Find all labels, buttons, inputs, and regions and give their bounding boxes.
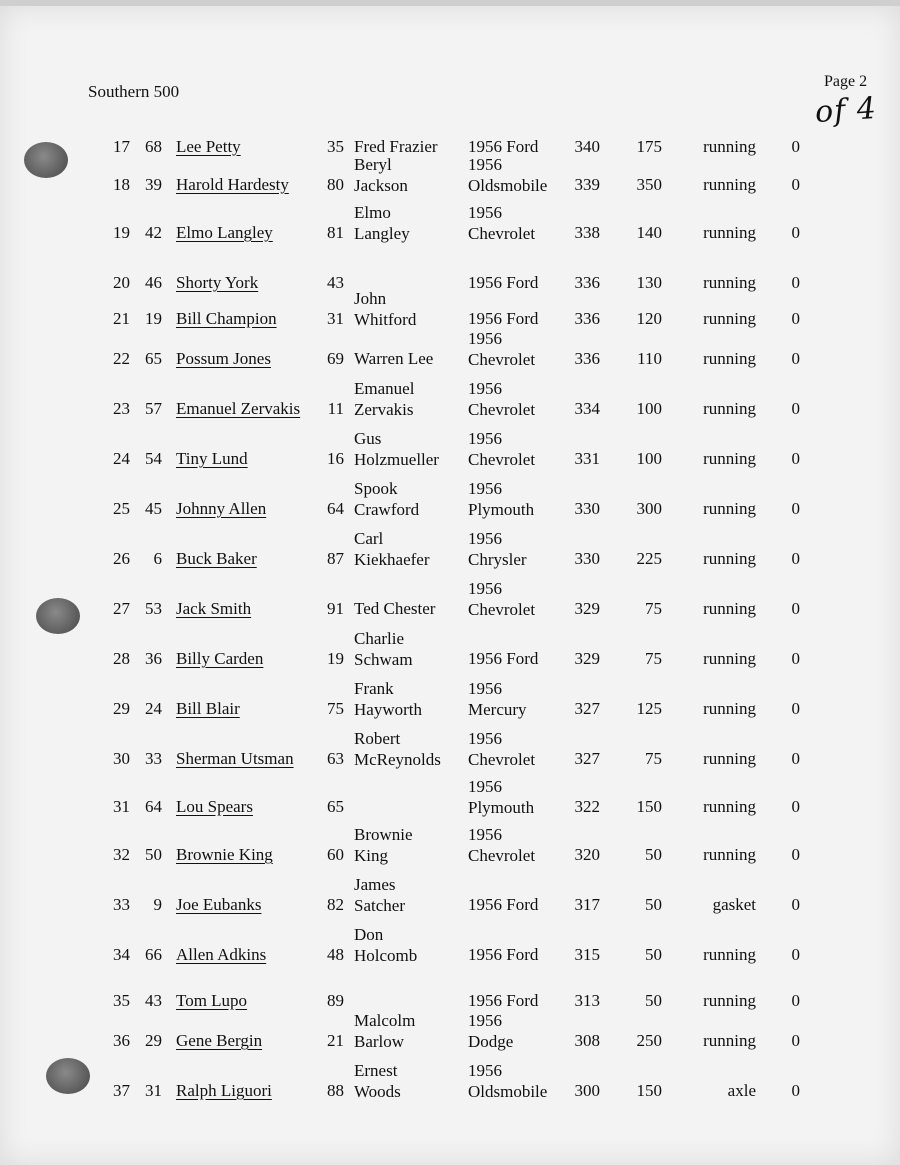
car-make-cell: 1956 Chevrolet bbox=[468, 579, 536, 619]
winnings-cell: 50 bbox=[645, 895, 662, 914]
driver-link[interactable]: Ralph Liguori bbox=[176, 1081, 272, 1100]
driver-link[interactable]: Lee Petty bbox=[176, 137, 241, 156]
winnings-cell: 150 bbox=[636, 797, 662, 816]
status-cell: running bbox=[703, 991, 756, 1010]
position-cell: 19 bbox=[113, 223, 130, 242]
status-cell: running bbox=[703, 599, 756, 618]
owner-number-cell: 31 bbox=[327, 309, 344, 328]
points-cell: 0 bbox=[791, 349, 800, 368]
driver-link[interactable]: Billy Carden bbox=[176, 649, 264, 668]
points-cell: 0 bbox=[791, 175, 800, 194]
driver-link[interactable]: Joe Eubanks bbox=[176, 895, 262, 914]
car-make-cell: 1956 Chevrolet bbox=[468, 825, 536, 865]
status-cell: running bbox=[703, 945, 756, 964]
owner-cell: Fred Frazier bbox=[354, 137, 438, 156]
car-make-cell: 1956 Mercury bbox=[468, 679, 527, 719]
position-cell: 37 bbox=[113, 1081, 130, 1100]
points-cell: 0 bbox=[791, 845, 800, 864]
position-cell: 24 bbox=[113, 449, 130, 468]
points-cell: 0 bbox=[791, 309, 800, 328]
laps-cell: 329 bbox=[574, 599, 600, 618]
handwritten-page-note: of 4 bbox=[813, 90, 878, 131]
driver-link[interactable]: Bill Blair bbox=[176, 699, 240, 718]
status-cell: running bbox=[703, 137, 756, 156]
car-number-cell: 9 bbox=[153, 895, 162, 914]
car-make-cell: 1956 Plymouth bbox=[468, 777, 535, 817]
winnings-cell: 350 bbox=[636, 175, 662, 194]
owner-number-cell: 16 bbox=[327, 449, 344, 468]
car-make-cell: 1956 Chevrolet bbox=[468, 203, 536, 243]
owner-cell: Robert McReynolds bbox=[354, 729, 441, 769]
owner-cell: Malcolm Barlow bbox=[354, 1011, 416, 1051]
points-cell: 0 bbox=[791, 649, 800, 668]
car-number-cell: 24 bbox=[145, 699, 162, 718]
car-make-cell: 1956 Ford bbox=[468, 649, 539, 668]
position-cell: 18 bbox=[113, 175, 130, 194]
laps-cell: 327 bbox=[574, 749, 600, 768]
car-number-cell: 33 bbox=[145, 749, 162, 768]
car-make-cell: 1956 Plymouth bbox=[468, 479, 535, 519]
position-cell: 27 bbox=[113, 599, 130, 618]
status-cell: running bbox=[703, 845, 756, 864]
owner-cell: Gus Holzmueller bbox=[354, 429, 439, 469]
points-cell: 0 bbox=[791, 137, 800, 156]
car-number-cell: 65 bbox=[145, 349, 162, 368]
owner-cell: Ted Chester bbox=[354, 599, 436, 618]
position-cell: 29 bbox=[113, 699, 130, 718]
owner-number-cell: 43 bbox=[327, 273, 344, 292]
owner-number-cell: 89 bbox=[327, 991, 344, 1010]
position-cell: 22 bbox=[113, 349, 130, 368]
laps-cell: 327 bbox=[574, 699, 600, 718]
owner-number-cell: 63 bbox=[327, 749, 344, 768]
owner-number-cell: 65 bbox=[327, 797, 344, 816]
car-make-cell: 1956 Chrysler bbox=[468, 529, 527, 569]
driver-link[interactable]: Bill Champion bbox=[176, 309, 277, 328]
car-make-cell: 1956 Dodge bbox=[468, 1011, 514, 1051]
laps-cell: 308 bbox=[574, 1031, 600, 1050]
owner-cell: Emanuel Zervakis bbox=[354, 379, 415, 419]
car-number-cell: 42 bbox=[145, 223, 162, 242]
status-cell: running bbox=[703, 797, 756, 816]
winnings-cell: 225 bbox=[636, 549, 662, 568]
laps-cell: 336 bbox=[574, 309, 600, 328]
winnings-cell: 125 bbox=[636, 699, 662, 718]
car-number-cell: 46 bbox=[145, 273, 162, 292]
owner-cell: John Whitford bbox=[354, 289, 417, 329]
owner-cell: James Satcher bbox=[354, 875, 405, 915]
position-cell: 25 bbox=[113, 499, 130, 518]
laps-cell: 336 bbox=[574, 349, 600, 368]
laps-cell: 313 bbox=[574, 991, 600, 1010]
laps-cell: 331 bbox=[574, 449, 600, 468]
car-make-cell: 1956 Chevrolet bbox=[468, 729, 536, 769]
position-cell: 31 bbox=[113, 797, 130, 816]
owner-cell: Beryl Jackson bbox=[354, 155, 408, 195]
winnings-cell: 150 bbox=[636, 1081, 662, 1100]
car-number-cell: 66 bbox=[145, 945, 162, 964]
car-number-cell: 54 bbox=[145, 449, 162, 468]
car-number-cell: 57 bbox=[145, 399, 162, 418]
position-cell: 34 bbox=[113, 945, 130, 964]
owner-number-cell: 35 bbox=[327, 137, 344, 156]
owner-number-cell: 75 bbox=[327, 699, 344, 718]
car-number-cell: 29 bbox=[145, 1031, 162, 1050]
car-number-cell: 6 bbox=[153, 549, 162, 568]
winnings-cell: 120 bbox=[636, 309, 662, 328]
laps-cell: 317 bbox=[574, 895, 600, 914]
laps-cell: 336 bbox=[574, 273, 600, 292]
car-number-cell: 19 bbox=[145, 309, 162, 328]
car-make-cell: 1956 Oldsmobile bbox=[468, 1061, 548, 1101]
winnings-cell: 110 bbox=[637, 349, 662, 368]
winnings-cell: 75 bbox=[645, 749, 662, 768]
owner-cell: Frank Hayworth bbox=[354, 679, 422, 719]
points-cell: 0 bbox=[791, 991, 800, 1010]
status-cell: gasket bbox=[712, 895, 756, 914]
winnings-cell: 75 bbox=[645, 649, 662, 668]
driver-link[interactable]: Possum Jones bbox=[176, 349, 271, 368]
driver-link[interactable]: Allen Adkins bbox=[176, 945, 267, 964]
status-cell: running bbox=[703, 699, 756, 718]
driver-link[interactable]: Buck Baker bbox=[176, 549, 257, 568]
points-cell: 0 bbox=[791, 599, 800, 618]
winnings-cell: 140 bbox=[636, 223, 662, 242]
laps-cell: 339 bbox=[574, 175, 600, 194]
points-cell: 0 bbox=[791, 273, 800, 292]
points-cell: 0 bbox=[791, 797, 800, 816]
winnings-cell: 50 bbox=[645, 991, 662, 1010]
laps-cell: 338 bbox=[574, 223, 600, 242]
owner-number-cell: 88 bbox=[327, 1081, 344, 1100]
owner-number-cell: 64 bbox=[327, 499, 344, 518]
status-cell: running bbox=[703, 549, 756, 568]
owner-number-cell: 87 bbox=[327, 549, 344, 568]
status-cell: running bbox=[703, 1031, 756, 1050]
laps-cell: 320 bbox=[574, 845, 600, 864]
document-title: Southern 500 bbox=[88, 82, 180, 101]
car-make-cell: 1956 Chevrolet bbox=[468, 429, 536, 469]
winnings-cell: 300 bbox=[636, 499, 662, 518]
car-number-cell: 45 bbox=[145, 499, 162, 518]
owner-number-cell: 60 bbox=[327, 845, 344, 864]
owner-number-cell: 21 bbox=[327, 1031, 344, 1050]
position-cell: 36 bbox=[113, 1031, 130, 1050]
laps-cell: 334 bbox=[574, 399, 600, 418]
owner-number-cell: 69 bbox=[327, 349, 344, 368]
position-cell: 30 bbox=[113, 749, 130, 768]
winnings-cell: 100 bbox=[636, 399, 662, 418]
punch-hole bbox=[24, 142, 68, 178]
points-cell: 0 bbox=[791, 699, 800, 718]
position-cell: 33 bbox=[113, 895, 130, 914]
position-cell: 26 bbox=[113, 549, 130, 568]
points-cell: 0 bbox=[791, 1081, 800, 1100]
winnings-cell: 50 bbox=[645, 845, 662, 864]
laps-cell: 315 bbox=[574, 945, 600, 964]
status-cell: running bbox=[703, 649, 756, 668]
laps-cell: 329 bbox=[574, 649, 600, 668]
position-cell: 17 bbox=[113, 137, 130, 156]
winnings-cell: 50 bbox=[645, 945, 662, 964]
winnings-cell: 100 bbox=[636, 449, 662, 468]
car-number-cell: 31 bbox=[145, 1081, 162, 1100]
car-number-cell: 50 bbox=[145, 845, 162, 864]
driver-link[interactable]: Brownie King bbox=[176, 845, 273, 864]
points-cell: 0 bbox=[791, 223, 800, 242]
document-page bbox=[0, 6, 900, 1165]
owner-number-cell: 48 bbox=[327, 945, 344, 964]
car-number-cell: 64 bbox=[145, 797, 162, 816]
status-cell: running bbox=[703, 273, 756, 292]
position-cell: 32 bbox=[113, 845, 130, 864]
status-cell: running bbox=[703, 399, 756, 418]
winnings-cell: 75 bbox=[645, 599, 662, 618]
punch-hole bbox=[46, 1058, 90, 1094]
car-number-cell: 43 bbox=[145, 991, 162, 1010]
driver-link[interactable]: Gene Bergin bbox=[176, 1031, 263, 1050]
status-cell: running bbox=[703, 309, 756, 328]
page-number: Page 2 bbox=[824, 73, 868, 90]
position-cell: 20 bbox=[113, 273, 130, 292]
owner-cell: Elmo Langley bbox=[354, 203, 410, 243]
car-make-cell: 1956 Ford bbox=[468, 895, 539, 914]
owner-cell: Spook Crawford bbox=[354, 479, 420, 519]
laps-cell: 340 bbox=[574, 137, 600, 156]
car-number-cell: 68 bbox=[145, 137, 162, 156]
driver-link[interactable]: Johnny Allen bbox=[176, 499, 267, 518]
laps-cell: 330 bbox=[574, 499, 600, 518]
position-cell: 21 bbox=[113, 309, 130, 328]
owner-number-cell: 91 bbox=[327, 599, 344, 618]
car-make-cell: 1956 Ford bbox=[468, 137, 539, 156]
car-make-cell: 1956 Oldsmobile bbox=[468, 155, 548, 195]
owner-cell: Brownie King bbox=[354, 825, 413, 865]
owner-number-cell: 11 bbox=[327, 399, 344, 418]
driver-link[interactable]: Tom Lupo bbox=[176, 991, 248, 1010]
position-cell: 35 bbox=[113, 991, 130, 1010]
car-number-cell: 39 bbox=[145, 175, 162, 194]
owner-cell: Warren Lee bbox=[354, 349, 434, 368]
points-cell: 0 bbox=[791, 945, 800, 964]
status-cell: axle bbox=[727, 1081, 756, 1100]
status-cell: running bbox=[703, 175, 756, 194]
laps-cell: 322 bbox=[574, 797, 600, 816]
driver-link[interactable]: Shorty York bbox=[176, 273, 259, 292]
owner-cell: Charlie Schwam bbox=[354, 629, 413, 669]
points-cell: 0 bbox=[791, 499, 800, 518]
laps-cell: 300 bbox=[574, 1081, 600, 1100]
position-cell: 23 bbox=[113, 399, 130, 418]
points-cell: 0 bbox=[791, 549, 800, 568]
owner-number-cell: 82 bbox=[327, 895, 344, 914]
position-cell: 28 bbox=[113, 649, 130, 668]
owner-number-cell: 81 bbox=[327, 223, 344, 242]
car-make-cell: 1956 Chevrolet bbox=[468, 379, 536, 419]
car-make-cell: 1956 Ford bbox=[468, 309, 539, 328]
car-make-cell: 1956 Ford bbox=[468, 273, 539, 292]
punch-hole bbox=[36, 598, 80, 634]
driver-link[interactable]: Elmo Langley bbox=[176, 223, 273, 242]
status-cell: running bbox=[703, 749, 756, 768]
owner-number-cell: 80 bbox=[327, 175, 344, 194]
driver-link[interactable]: Emanuel Zervakis bbox=[176, 399, 301, 418]
car-make-cell: 1956 Ford bbox=[468, 991, 539, 1010]
status-cell: running bbox=[703, 223, 756, 242]
winnings-cell: 250 bbox=[636, 1031, 662, 1050]
car-number-cell: 53 bbox=[145, 599, 162, 618]
status-cell: running bbox=[703, 449, 756, 468]
points-cell: 0 bbox=[791, 895, 800, 914]
points-cell: 0 bbox=[791, 449, 800, 468]
owner-cell: Don Holcomb bbox=[354, 925, 418, 965]
driver-link[interactable]: Jack Smith bbox=[176, 599, 252, 618]
owner-cell: Ernest Woods bbox=[354, 1061, 401, 1101]
status-cell: running bbox=[703, 349, 756, 368]
points-cell: 0 bbox=[791, 749, 800, 768]
owner-cell: Carl Kiekhaefer bbox=[354, 529, 430, 569]
car-make-cell: 1956 Ford bbox=[468, 945, 539, 964]
driver-link[interactable]: Harold Hardesty bbox=[176, 175, 289, 194]
status-cell: running bbox=[703, 499, 756, 518]
laps-cell: 330 bbox=[574, 549, 600, 568]
winnings-cell: 175 bbox=[636, 137, 662, 156]
winnings-cell: 130 bbox=[636, 273, 662, 292]
points-cell: 0 bbox=[791, 399, 800, 418]
points-cell: 0 bbox=[791, 1031, 800, 1050]
car-number-cell: 36 bbox=[145, 649, 162, 668]
owner-number-cell: 19 bbox=[327, 649, 344, 668]
driver-link[interactable]: Tiny Lund bbox=[176, 449, 248, 468]
car-make-cell: 1956 Chevrolet bbox=[468, 329, 536, 369]
driver-link[interactable]: Lou Spears bbox=[176, 797, 253, 816]
driver-link[interactable]: Sherman Utsman bbox=[176, 749, 294, 768]
